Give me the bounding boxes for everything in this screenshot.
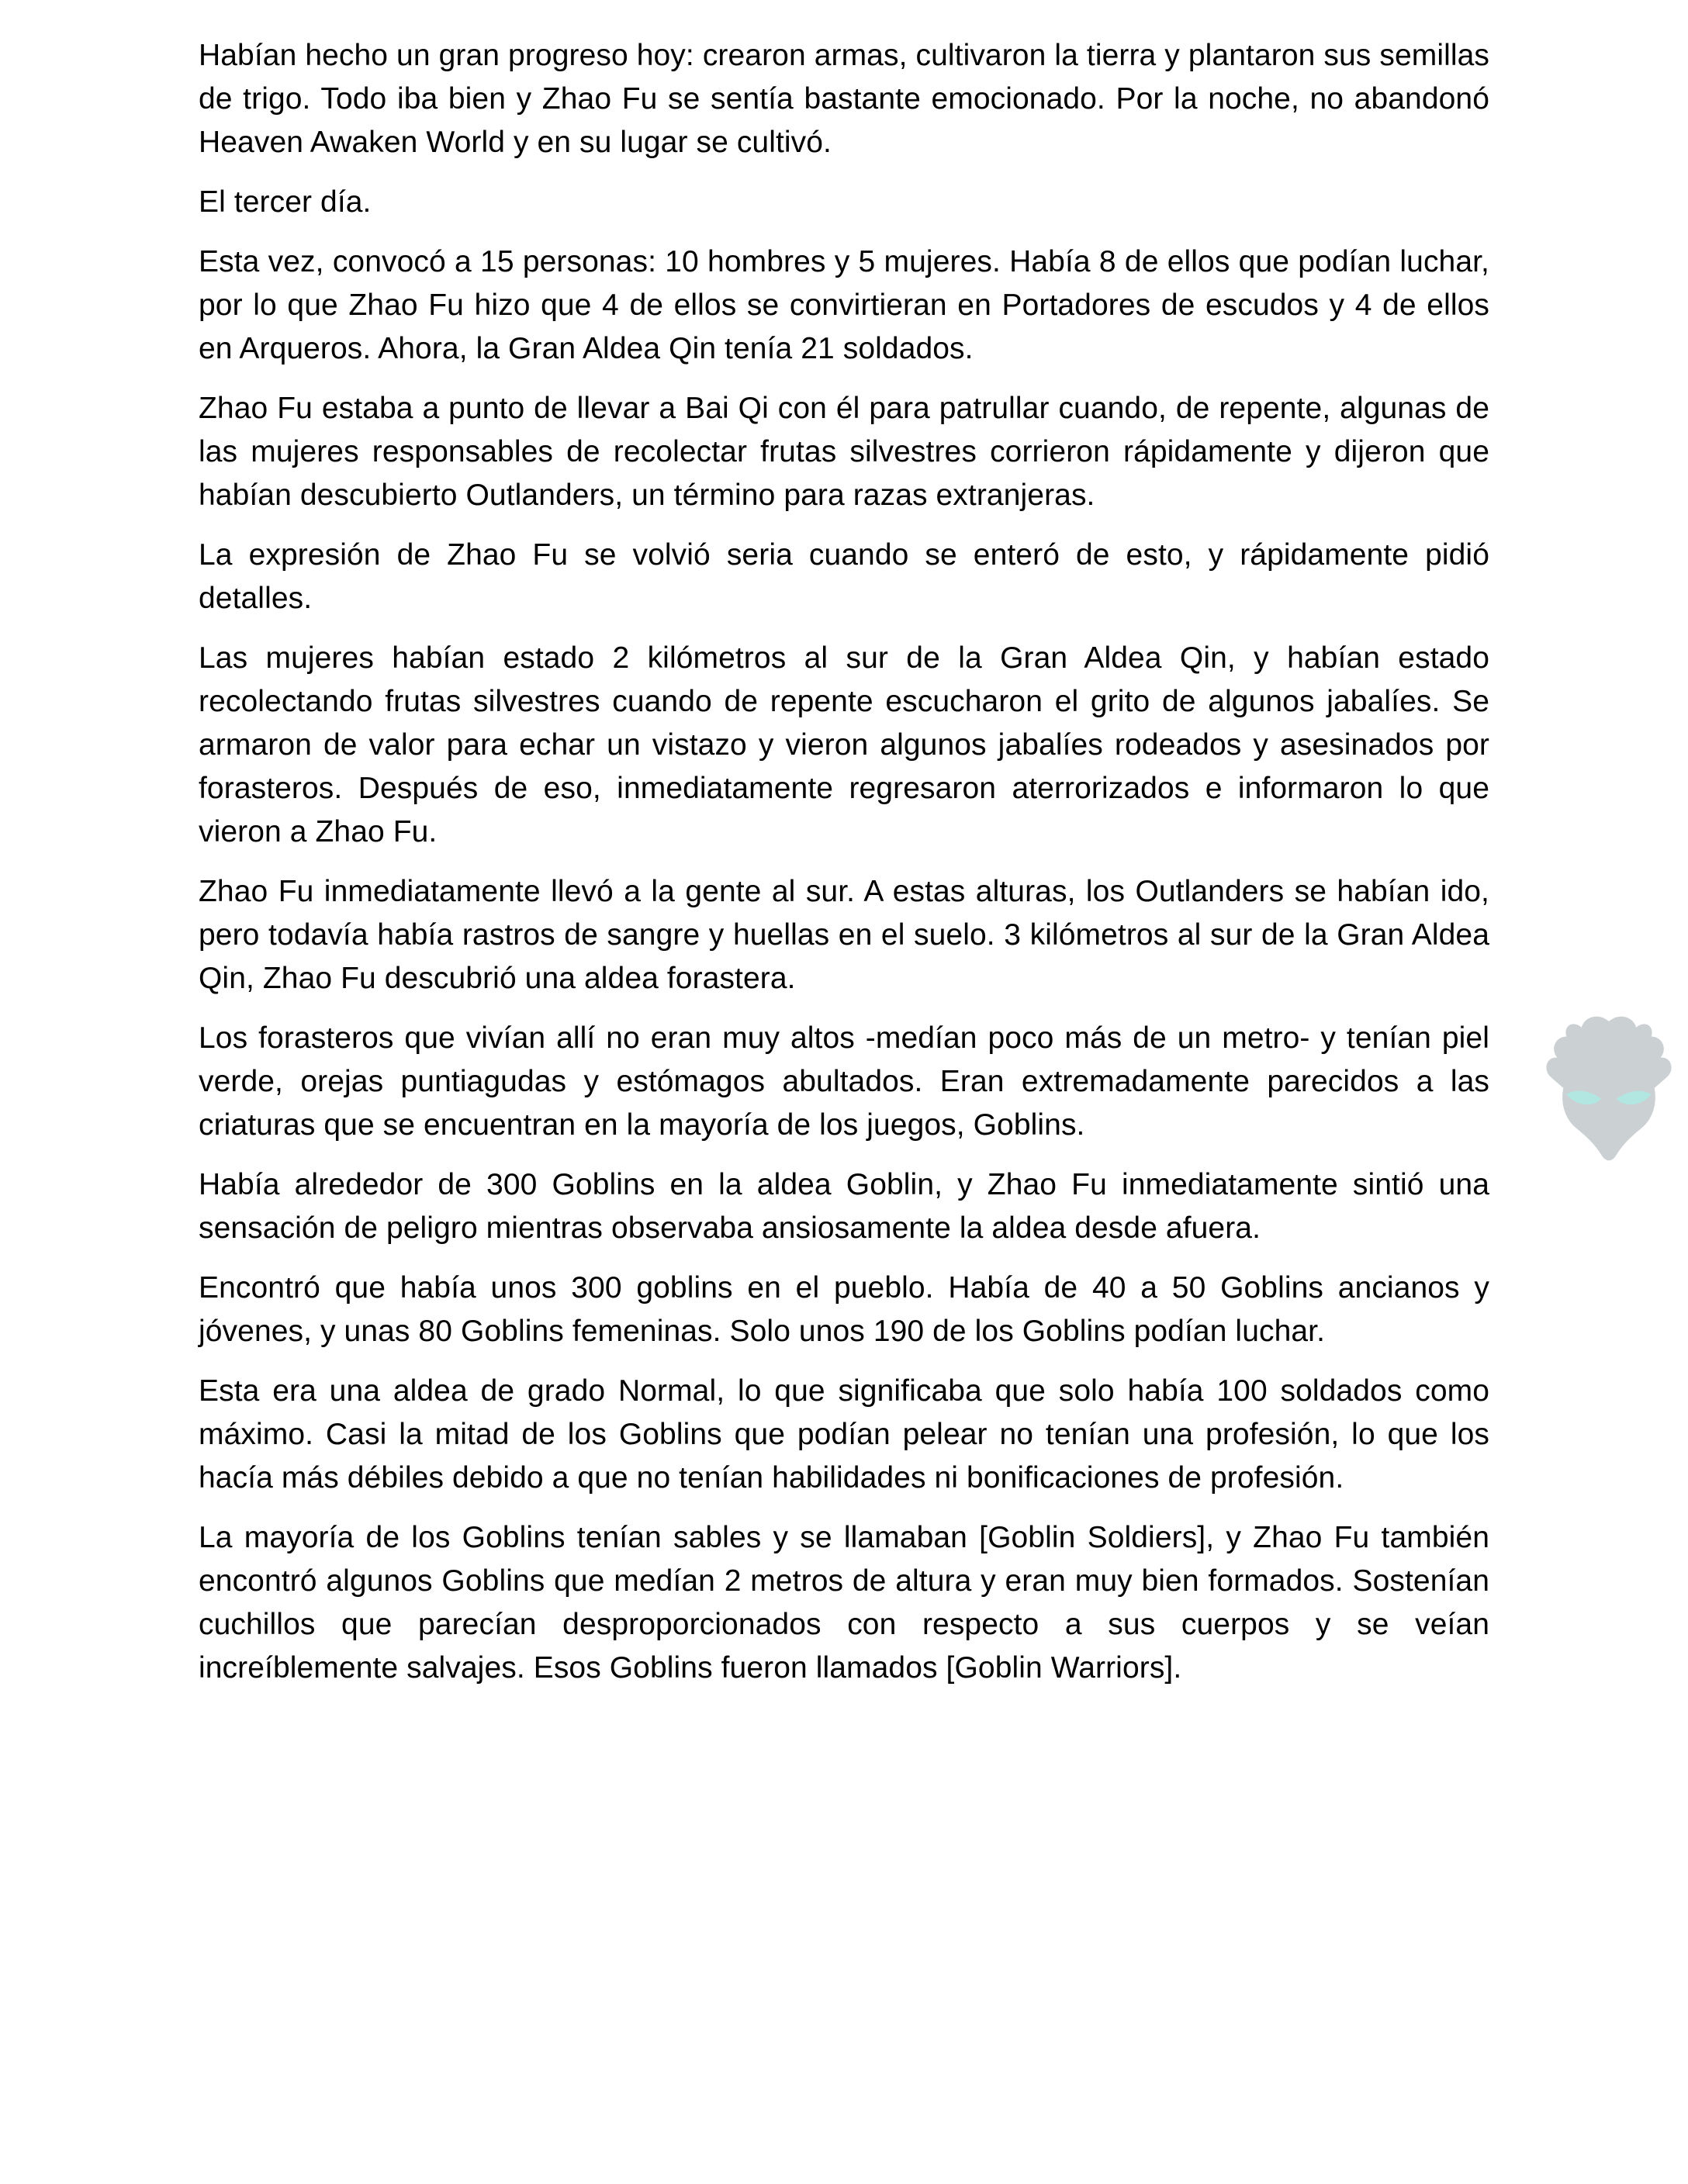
paragraph: Habían hecho un gran progreso hoy: crearon armas, cultivaron la tierra y plantaron sus semillas de trigo. Todo iba bien y Zhao Fu se sentía bastante emocionado. Por la noche, no abandonó Heaven Awaken World y en su lugar se cultivó. bbox=[199, 39, 1489, 159]
paragraph: Esta vez, convocó a 15 personas: 10 hombres y 5 mujeres. Había 8 de ellos que podían luchar, por lo que Zhao Fu hizo que 4 de ellos se convirtieran en Portadores de escudos y 4 de ellos en Arqueros. Ahora, la Gran Aldea Qin tenía 21 soldados. bbox=[199, 245, 1489, 365]
paragraph: La expresión de Zhao Fu se volvió seria cuando se enteró de esto, y rápidamente pidió detalles. bbox=[199, 538, 1489, 615]
document-text bbox=[199, 34, 1489, 1706]
paragraph: Encontró que había unos 300 goblins en el pueblo. Había de 40 a 50 Goblins ancianos y jóvenes, y unas 80 Goblins femeninas. Solo unos 190 de los Goblins podían luchar. bbox=[199, 1271, 1489, 1348]
paragraph: Zhao Fu estaba a punto de llevar a Bai Qi con él para patrullar cuando, de repente, algunas de las mujeres responsables de recolectar frutas silvestres corrieron rápidamente y dijeron que habían descubierto Outlanders, un término para razas extranjeras. bbox=[199, 392, 1489, 512]
paragraph: Las mujeres habían estado 2 kilómetros al sur de la Gran Aldea Qin, y habían estado recolectando frutas silvestres cuando de repente escucharon el grito de algunos jabalíes. Se armaron de valor para echar un vistazo y vieron algunos jabalíes rodeados y asesinados por forasteros. Después de eso, inmediatamente regresaron aterrorizados e informaron lo que vieron a Zhao Fu. bbox=[199, 641, 1489, 848]
paragraph: El tercer día. bbox=[199, 185, 372, 219]
paragraph: Había alrededor de 300 Goblins en la aldea Goblin, y Zhao Fu inmediatamente sintió una sensación de peligro mientras observaba ansiosamente la aldea desde afuera. bbox=[199, 1168, 1489, 1245]
demon-head-watermark-icon bbox=[1541, 1005, 1677, 1166]
paragraph: La mayoría de los Goblins tenían sables y se llamaban [Goblin Soldiers], y Zhao Fu también encontró algunos Goblins que medían 2 metros de altura y eran muy bien formados. Sostenían cuchillos que parecían desproporcionados con respecto a sus cuerpos y se veían increíblemente salvajes. Esos Goblins fueron llamados [Goblin Warriors]. bbox=[199, 1521, 1489, 1685]
paragraph: Los forasteros que vivían allí no eran muy altos -medían poco más de un metro- y tenían piel verde, orejas puntiagudas y estómagos abultados. Eran extremadamente parecidos a las criaturas que se encuentran en la mayoría de los juegos, Goblins. bbox=[199, 1021, 1489, 1142]
demon-head-watermark-svg bbox=[1541, 1005, 1677, 1166]
demon-head-silhouette bbox=[1546, 1017, 1671, 1161]
paragraph: Zhao Fu inmediatamente llevó a la gente al sur. A estas alturas, los Outlanders se habían ido, pero todavía había rastros de sangre y huellas en el suelo. 3 kilómetros al sur de la Gran Aldea Qin, Zhao Fu descubrió una aldea forastera. bbox=[199, 875, 1489, 995]
paragraph: Esta era una aldea de grado Normal, lo que significaba que solo había 100 soldados como máximo. Casi la mitad de los Goblins que podían pelear no tenían una profesión, lo que los hacía más débiles debido a que no tenían habilidades ni bonificaciones de profesión. bbox=[199, 1374, 1489, 1495]
